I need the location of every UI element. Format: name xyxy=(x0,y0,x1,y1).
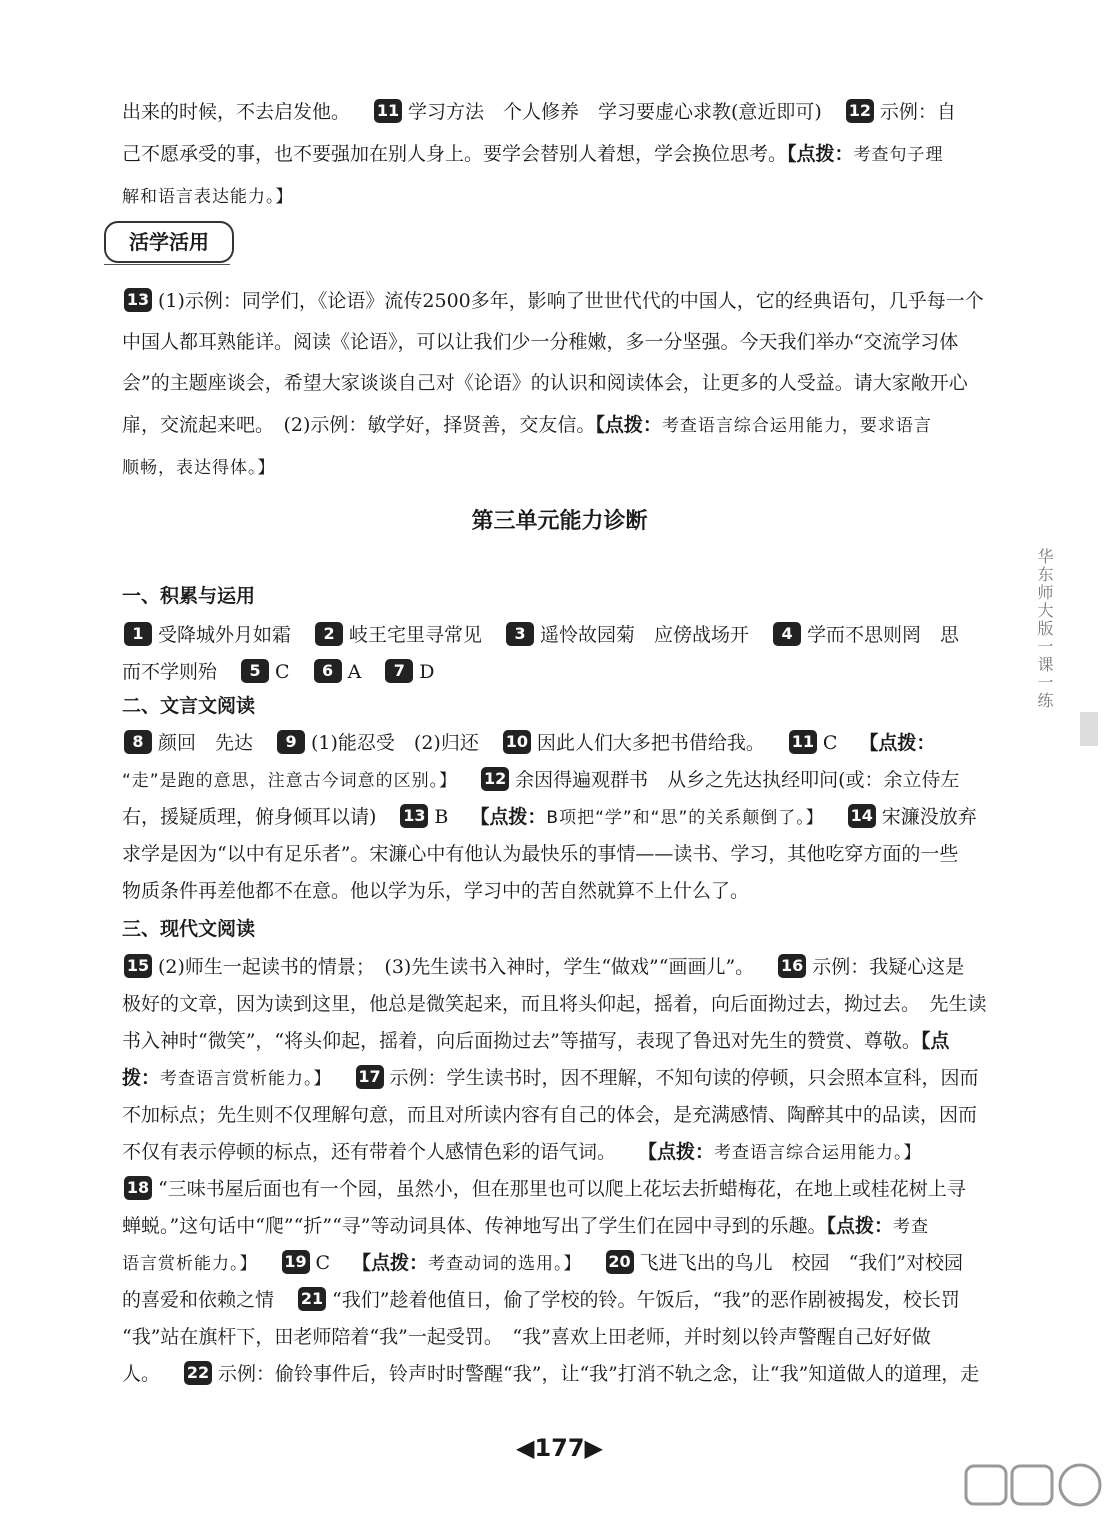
answer-text: (1)示例：同学们，《论语》流传2500多年，影响了世世代代的中国人，它的经典语句，几乎每一个 xyxy=(158,290,984,312)
answer-text: 示例：我疑心这是 xyxy=(812,956,965,978)
text-line xyxy=(122,1024,984,1058)
text-line xyxy=(122,179,984,213)
section-label-box xyxy=(104,221,234,263)
text-line xyxy=(122,655,984,689)
text-line xyxy=(122,726,984,760)
answer-text: (1)能忍受 (2)归还 xyxy=(311,732,479,754)
question-number-badge: 2 xyxy=(315,622,343,646)
answer-text: 不仅有表示停顿的标点，还有带着个人感情色彩的语气词。 xyxy=(122,1141,617,1163)
answer-text: C xyxy=(822,732,838,754)
question-number-badge: 3 xyxy=(506,622,534,646)
answer-text: 颜回 先达 xyxy=(158,732,254,754)
text-line xyxy=(122,987,987,1021)
text-line xyxy=(122,950,984,984)
question-number-badge: 20 xyxy=(606,1250,634,1274)
text-line xyxy=(122,325,984,359)
section-rule xyxy=(104,264,230,265)
side-book-title: 华东师大版一课一练 xyxy=(1035,548,1054,710)
text-line xyxy=(122,137,984,171)
text-line xyxy=(122,837,984,871)
question-number-badge: 17 xyxy=(356,1065,384,1089)
answer-text: C xyxy=(315,1252,331,1274)
hint-text: 考查语言综合运用能力，要求语言 xyxy=(661,416,932,436)
hint-label: 【点拨： xyxy=(787,143,854,165)
text-line xyxy=(122,618,984,652)
question-number-badge: 11 xyxy=(374,99,402,123)
hint-label: 【点 xyxy=(920,1030,950,1052)
hint-label: 【点拨： xyxy=(352,1252,429,1274)
answer-text: 会”的主题座谈会，希望大家谈谈自己对《论语》的认识和阅读体会，让更多的人受益。请大家敞开心 xyxy=(122,372,968,394)
answer-text: 宋濂没放弃 xyxy=(881,806,977,828)
hint-label: 【点拨： xyxy=(595,414,662,436)
question-number-badge: 10 xyxy=(503,730,531,754)
question-number-badge: 5 xyxy=(241,659,269,683)
answer-text: 的喜爱和依赖之情 xyxy=(122,1289,275,1311)
question-number-badge: 13 xyxy=(124,288,152,312)
hint-text: 语言赏析能力。】 xyxy=(122,1254,258,1274)
hint-text: 考查动词的选用。】 xyxy=(428,1254,582,1274)
hint-label: 【点拨： xyxy=(470,806,547,828)
text-line xyxy=(122,1172,984,1206)
answer-text: 扉，交流起来吧。 (2)示例：敏学好，择贤善，交友信。 xyxy=(122,414,596,436)
text-line xyxy=(122,408,984,442)
question-number-badge: 4 xyxy=(773,622,801,646)
answer-text: 余因得遍观群书 从乡之先达执经叩问(或：余立侍左 xyxy=(515,769,960,791)
text-line xyxy=(122,1283,984,1317)
answer-text: “三味书屋后面也有一个园，虽然小，但在那里也可以爬上花坛去折蜡梅花，在地上或桂花树上寻 xyxy=(158,1178,966,1200)
answer-text: 出来的时候，不去启发他。 xyxy=(122,101,351,123)
text-line xyxy=(122,1098,984,1132)
hint-text: 顺畅，表达得体。】 xyxy=(122,458,276,478)
answer-text: 示例：学生读书时，因不理解，不知句读的停顿，只会照本宣科，因而 xyxy=(389,1067,979,1089)
answer-text: 学习方法 个人修养 学习要虚心求教(意近即可) xyxy=(408,101,822,123)
answer-text: 因此人们大多把书借给我。 xyxy=(536,732,765,754)
unit-title: 第三单元能力诊断 xyxy=(471,509,648,534)
text-line xyxy=(122,95,984,129)
hint-label: 【点拨： xyxy=(638,1141,715,1163)
answer-text: 学而不思则罔 思 xyxy=(807,624,960,646)
question-number-badge: 15 xyxy=(124,954,152,978)
watermark-logo xyxy=(960,1462,1110,1532)
answer-text: A xyxy=(347,661,362,683)
answer-text: 人。 xyxy=(122,1363,161,1385)
heading-modern-reading: 三、现代文阅读 xyxy=(122,918,256,940)
question-number-badge: 12 xyxy=(846,99,874,123)
hint-text: “走”是跑的意思，注意古今词意的区别。】 xyxy=(122,771,458,791)
text-line xyxy=(122,366,984,400)
answer-text: 右，援疑质理，俯身倾耳以请) xyxy=(122,806,377,828)
question-number-badge: 12 xyxy=(481,767,509,791)
question-number-badge: 14 xyxy=(848,804,876,828)
question-number-badge: 18 xyxy=(124,1176,152,1200)
text-line xyxy=(122,1246,984,1280)
answer-text: 极好的文章，因为读到这里，他总是微笑起来，而且将头仰起，摇着，向后面拗过去，拗过去。 先生读 xyxy=(122,993,987,1015)
side-tab-marker xyxy=(1080,712,1098,746)
heading-classical-reading: 二、文言文阅读 xyxy=(122,695,256,717)
answer-text: 飞进飞出的鸟儿 校园 “我们”对校园 xyxy=(639,1252,963,1274)
answer-text: B xyxy=(434,806,449,828)
hint-text: 考查语言赏析能力。】 xyxy=(160,1069,332,1089)
answer-text: 书入神时“微笑”，“将头仰起，摇着，向后面拗过去”等描写，表现了鲁迅对先生的赞赏、尊敬。 xyxy=(122,1030,921,1052)
hint-text: 考查句子理 xyxy=(853,145,944,165)
question-number-badge: 11 xyxy=(789,730,817,754)
answer-text: 求学是因为“以中有足乐者”。宋濂心中有他认为最快乐的事情——读书、学习，其他吃穿方面的一些 xyxy=(122,843,959,865)
answer-text: 中国人都耳熟能详。阅读《论语》，可以让我们少一分稚嫩，多一分坚强。今天我们举办“交流学习体 xyxy=(122,331,959,353)
question-number-badge: 13 xyxy=(400,804,428,828)
answer-text: (2)师生一起读书的情景； (3)先生读书入神时，学生“做戏”“画画儿”。 xyxy=(158,956,755,978)
heading-accumulation: 一、积累与运用 xyxy=(122,585,256,607)
text-line xyxy=(122,1135,984,1169)
hint-text: B项把“学”和“思”的关系颠倒了。】 xyxy=(546,808,824,828)
text-line xyxy=(122,1209,984,1243)
question-number-badge: 16 xyxy=(778,954,806,978)
answer-text: 己不愿承受的事，也不要强加在别人身上。要学会替别人着想，学会换位思考。 xyxy=(122,143,788,165)
answer-text: 受降城外月如霜 xyxy=(158,624,292,646)
question-number-badge: 9 xyxy=(277,730,305,754)
page-number: ◀177▶ xyxy=(515,1434,603,1462)
question-number-badge: 21 xyxy=(298,1287,326,1311)
answer-text: C xyxy=(275,661,290,683)
hint-label: 拨： xyxy=(122,1067,161,1089)
answer-text: 蝉蜕。”这句话中“爬”“折”“寻”等动词具体、传神地写出了学生们在园中寻到的乐趣。 xyxy=(122,1215,827,1237)
question-number-badge: 6 xyxy=(314,659,342,683)
text-line xyxy=(122,284,984,318)
question-number-badge: 22 xyxy=(184,1361,212,1385)
text-line xyxy=(122,450,984,484)
hint-label: 【点拨： xyxy=(859,732,936,754)
text-line xyxy=(122,800,984,834)
hint-text: 考查语言综合运用能力。】 xyxy=(714,1143,922,1163)
question-number-badge: 1 xyxy=(124,622,152,646)
section-label: 活学活用 xyxy=(129,230,209,254)
answer-text: 遥怜故园菊 应傍战场开 xyxy=(540,624,750,646)
hint-text: 考查 xyxy=(893,1217,930,1237)
text-line xyxy=(122,1320,984,1354)
hint-text: 解和语言表达能力。】 xyxy=(122,187,294,207)
answer-text: 示例：自 xyxy=(879,101,956,123)
text-line xyxy=(122,1357,984,1391)
answer-text: 岐王宅里寻常见 xyxy=(349,624,483,646)
answer-text: 而不学则殆 xyxy=(122,661,218,683)
question-number-badge: 7 xyxy=(385,659,413,683)
answer-text: “我们”趁着他值日，偷了学校的铃。午饭后，“我”的恶作剧被揭发，校长罚 xyxy=(332,1289,960,1311)
answer-text: 示例：偷铃事件后，铃声时时警醒“我”，让“我”打消不轨之念，让“我”知道做人的道理，走 xyxy=(218,1363,980,1385)
question-number-badge: 19 xyxy=(282,1250,310,1274)
question-number-badge: 8 xyxy=(124,730,152,754)
answer-text: 物质条件再差他都不在意。他以学为乐，学习中的苦自然就算不上什么了。 xyxy=(122,880,750,902)
answer-text: 不加标点；先生则不仅理解句意，而且对所读内容有自己的体会，是充满感情、陶醉其中的品读，因而 xyxy=(122,1104,978,1126)
text-line xyxy=(122,874,984,908)
hint-label: 【点拨： xyxy=(826,1215,894,1237)
answer-text: “我”站在旗杆下，田老师陪着“我”一起受罚。 “我”喜欢上田老师，并时刻以铃声警醒自己好好做 xyxy=(122,1326,931,1348)
answer-text: D xyxy=(419,661,435,683)
text-line xyxy=(122,1061,984,1095)
text-line xyxy=(122,763,984,797)
